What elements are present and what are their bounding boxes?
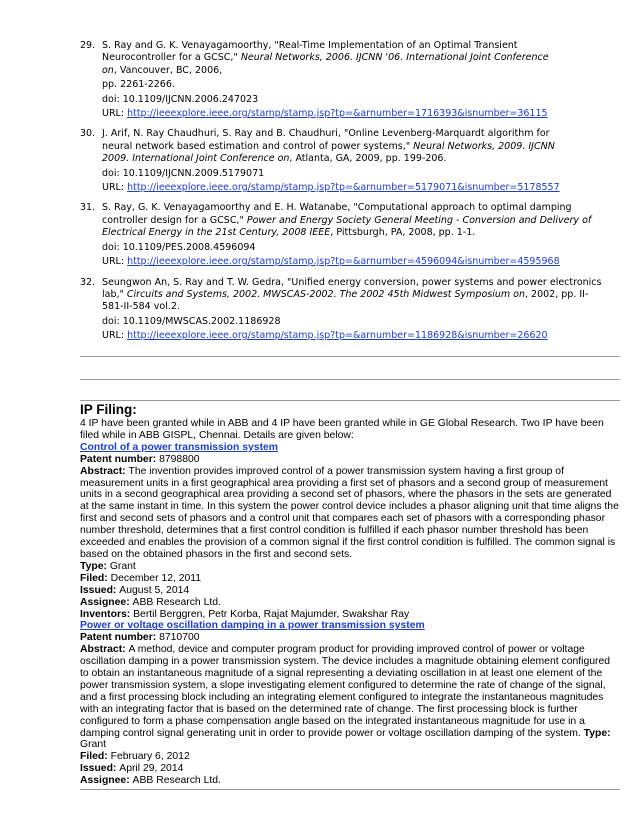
url-label: URL: (102, 330, 128, 342)
section-divider (80, 400, 620, 401)
ref-pages: pp. 2261-2266. (102, 79, 175, 91)
ref-venue: Neural Networks, 2009. IJCNN (413, 140, 555, 152)
patent-abstract: A method, device and computer program product for providing improved control of power or voltage oscillation damping in a power transmission system. The device includes a magnitude obtaining element configured to obtain an instantaneous magnitude of a signal representing a deviating oscillation in at least one element of the power transmission system, a slope investigating element configured to determine the rate of change of the signal, and a first processing block including an integrating element configured to integrate the instantaneous magnitudes with an integrating factor that is based on the determined rate of change. The first processing block is further configured to form a phase compensation angle based on the integrated instantaneous magnitude for use in a damping control signal generating unit in order to provide power or voltage oscillation damping of the system. (80, 644, 611, 739)
abstract-label: Abstract: (80, 644, 129, 656)
ref-url-link[interactable]: http://ieeexplore.ieee.org/stamp/stamp.jsp?tp=&arnumber=1186928&isnumber=26620 (127, 330, 548, 342)
reference-number: 32. (80, 276, 96, 288)
ref-text: lab," (102, 288, 127, 300)
patent-entry (80, 442, 620, 621)
ref-text: , Vancouver, BC, 2006, (113, 64, 223, 76)
ref-text: Seungwon An, S. Ray and T. W. Gedra, "Unified energy conversion, power systems and power electronics (102, 276, 602, 288)
ref-url-link[interactable]: http://ieeexplore.ieee.org/stamp/stamp.jsp?tp=&arnumber=1716393&isnumber=36115 (127, 108, 548, 120)
ref-text: neural network based estimation and control of power systems," (102, 140, 414, 152)
reference-list (80, 40, 620, 351)
filed-label: Filed: (80, 572, 111, 584)
patent-number: 8710700 (159, 632, 200, 644)
patent-assignee: ABB Research Ltd. (132, 775, 221, 787)
patent-number-label: Patent number: (80, 453, 160, 465)
ref-venue: on (102, 64, 114, 76)
issued-label: Issued: (80, 584, 120, 596)
section-divider (80, 789, 620, 790)
reference-item (80, 277, 620, 343)
ref-venue: Electrical Energy in the 21st Century, 2008 IEEE (102, 227, 331, 239)
type-label: Type: (80, 560, 110, 572)
reference-item (80, 202, 620, 268)
ref-text: , Pittsburgh, PA, 2008, pp. 1-1. (330, 227, 476, 239)
ref-venue: 2009. International Joint Conference on (102, 153, 290, 165)
ref-text: S. Ray, G. K. Venayagamoorthy and E. H. Watanabe, "Computational approach to optimal damping (102, 202, 572, 214)
patent-title-link[interactable]: Control of a power transmission system (80, 441, 279, 453)
ref-doi: doi: 10.1109/IJCNN.2009.5179071 (102, 167, 265, 179)
reference-item (80, 128, 620, 194)
reference-item (80, 40, 620, 120)
url-label: URL: (102, 256, 128, 268)
patent-number: 8798800 (159, 453, 200, 465)
filed-label: Filed: (80, 751, 111, 763)
ref-venue: Neural Networks, 2006. IJCNN '06. International Joint Conference (240, 52, 549, 64)
patent-filed-date: December 12, 2011 (110, 572, 202, 584)
section-divider (80, 379, 620, 380)
assignee-label: Assignee: (80, 596, 133, 608)
url-label: URL: (102, 182, 128, 194)
type-label: Type: (583, 727, 611, 739)
patent-type: Grant (109, 560, 136, 572)
reference-number: 31. (80, 202, 96, 214)
ref-text: J. Arif, N. Ray Chaudhuri, S. Ray and B. Chaudhuri, "Online Levenberg-Marquardt algorithm for (102, 128, 550, 140)
patent-assignee: ABB Research Ltd. (132, 596, 221, 608)
reference-number: 30. (80, 128, 96, 140)
patent-abstract: The invention provides improved control of a power transmission system having a first group of measurement units in a first geographical area providing a first set of phasors and a second group of measurement units in a second geographical area providing a second set of phasors, where the phasors in the sets are generated at the same instant in time. In this system the power control device includes a phasor aligning unit that time aligns the first and second sets of phasors and a control unit that compares each set of phasors with a corresponding phasor number threshold, determines that a first control condition is fulfilled if each phasor number threshold has been exceeded and enables the provision of a common signal if the first control condition is fulfilled. The common signal is based on the obtained phasors in the first and second sets. (80, 465, 619, 560)
patent-number-label: Patent number: (80, 632, 160, 644)
ref-venue: Circuits and Systems, 2002. MWSCAS-2002. The 2002 45th Midwest Symposium on (126, 288, 525, 300)
ip-filing-section (80, 402, 620, 787)
ref-text: Neurocontroller for a GCSC," (102, 52, 241, 64)
ref-text: S. Ray and G. K. Venayagamoorthy, "Real-Time Implementation of an Optimal Transient (102, 40, 518, 51)
section-divider (80, 356, 620, 357)
issued-label: Issued: (80, 763, 120, 775)
patent-inventors: Bertil Berggren, Petr Korba, Rajat Majumder, Swakshar Ray (133, 608, 410, 620)
reference-number: 29. (80, 40, 96, 51)
ref-doi: doi: 10.1109/IJCNN.2006.247023 (102, 93, 259, 105)
ref-text: 581-II-584 vol.2. (102, 301, 180, 313)
ref-doi: doi: 10.1109/PES.2008.4596094 (102, 241, 256, 253)
ref-url-link[interactable]: http://ieeexplore.ieee.org/stamp/stamp.jsp?tp=&arnumber=4596094&isnumber=4595968 (127, 256, 560, 268)
inventors-label: Inventors: (80, 608, 134, 620)
patent-issued-date: April 29, 2014 (119, 763, 184, 775)
ref-venue: Power and Energy Society General Meeting - Conversion and Delivery of (246, 214, 592, 226)
patent-issued-date: August 5, 2014 (119, 584, 190, 596)
url-label: URL: (102, 108, 128, 120)
ref-text: controller design for a GCSC," (102, 214, 247, 226)
ref-url-link[interactable]: http://ieeexplore.ieee.org/stamp/stamp.jsp?tp=&arnumber=5179071&isnumber=5178557 (127, 182, 560, 194)
ref-text: , 2002, pp. II- (525, 288, 589, 300)
patent-title-link[interactable]: Power or voltage oscillation damping in a power transmission system (80, 620, 425, 632)
abstract-label: Abstract: (80, 465, 129, 477)
ip-intro: 4 IP have been granted while in ABB and 4 IP have been granted while in GE Global Research. Two IP have been filed while in ABB GISPL, Chennai. Details are given below: (80, 418, 604, 441)
ip-heading: IP Filing: (80, 402, 137, 417)
patent-filed-date: February 6, 2012 (110, 751, 190, 763)
patent-entry (80, 620, 620, 787)
ref-text: , Atlanta, GA, 2009, pp. 199-206. (289, 153, 447, 165)
patent-type: Grant (80, 739, 106, 751)
ref-doi: doi: 10.1109/MWSCAS.2002.1186928 (102, 315, 281, 327)
assignee-label: Assignee: (80, 775, 133, 787)
